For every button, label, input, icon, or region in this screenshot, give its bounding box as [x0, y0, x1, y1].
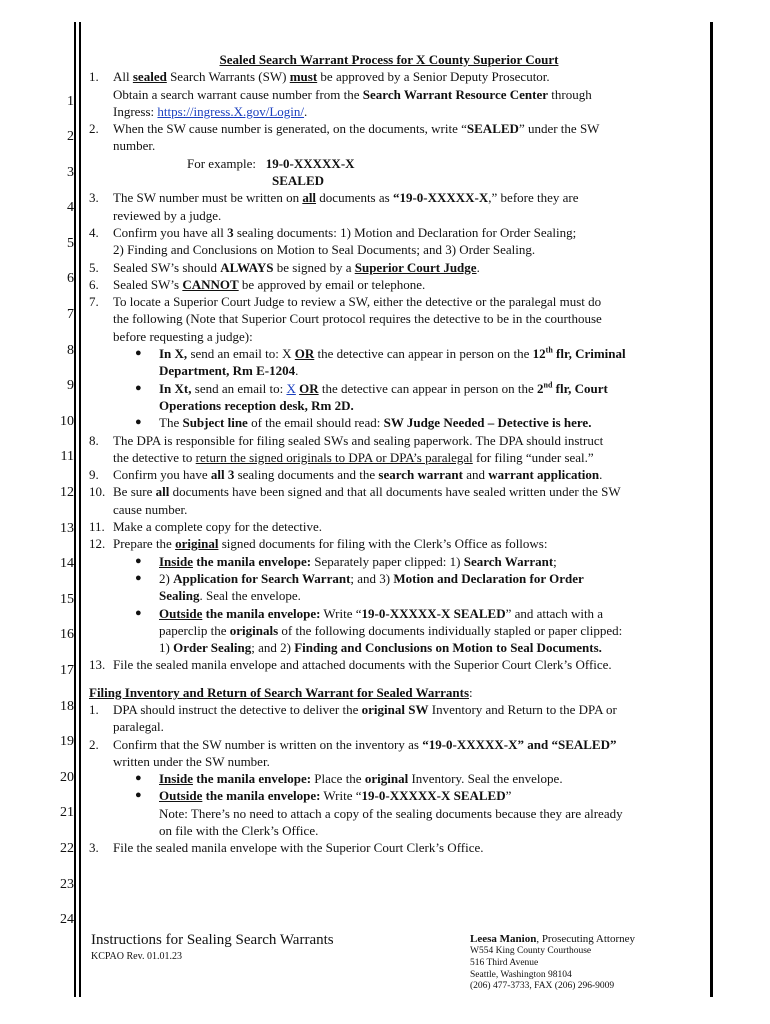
- emphasis: warrant application: [488, 467, 600, 483]
- emphasis: Sealing: [159, 588, 200, 604]
- item-number: 1.: [89, 69, 99, 85]
- example-label: For example:: [187, 155, 256, 171]
- text: Confirm you have: [113, 467, 211, 483]
- superscript: th: [545, 345, 553, 355]
- emphasis: CANNOT: [182, 276, 239, 292]
- emphasis: the manila envelope:: [202, 788, 321, 804]
- bullet-icon: ●: [135, 416, 142, 429]
- emphasis: 2: [537, 380, 544, 396]
- emphasis: Finding and Conclusions on Motion to Seal Documents.: [294, 640, 602, 656]
- emphasis: Order Sealing: [173, 640, 252, 656]
- bullet-item: [89, 787, 689, 839]
- line-number: 1: [67, 94, 74, 109]
- text: ”: [505, 788, 512, 804]
- bullet-item: [89, 770, 689, 787]
- text: :: [469, 684, 473, 700]
- emphasis: “19-0-XXXXX-X: [392, 190, 489, 206]
- line-number: 6: [67, 271, 74, 286]
- list-item: [89, 535, 689, 552]
- text: Place the: [311, 771, 365, 787]
- text: The DPA is responsible for filing sealed SWs and sealing paperwork. The DPA should instruct: [113, 432, 604, 448]
- list-item: [89, 483, 689, 518]
- text: 2): [159, 570, 174, 586]
- footer-address-line: W554 King County Courthouse: [470, 946, 592, 956]
- line-number: 24: [60, 912, 74, 927]
- attorney-name: Leesa Manion: [470, 933, 537, 945]
- section-heading: [89, 684, 689, 701]
- emphasis: 3: [227, 224, 234, 240]
- emphasis: all 3: [210, 467, 235, 483]
- line-number: 15: [60, 592, 74, 607]
- bullet-icon: ●: [135, 789, 142, 802]
- text: be signed by a: [273, 259, 355, 275]
- emphasis: original SW: [361, 701, 429, 717]
- line-number: 12: [60, 485, 74, 500]
- text: Confirm that the SW number is written on the inventory as: [113, 736, 423, 752]
- emphasis: Subject line: [182, 415, 248, 431]
- text: of the email should read:: [247, 415, 384, 431]
- text: the detective can appear in person on the: [318, 380, 537, 396]
- bullet-icon: ●: [135, 347, 142, 360]
- line-number: 9: [67, 378, 74, 393]
- footer-attorney-line: [470, 932, 635, 946]
- line-number: 4: [67, 200, 74, 215]
- example-row: [89, 155, 689, 172]
- text: Write “: [320, 605, 362, 621]
- emphasis: “19-0-XXXXX-X” and “SEALED”: [422, 736, 617, 752]
- text: written under the SW number.: [113, 753, 270, 769]
- text: ” under the SW: [518, 121, 600, 137]
- item-number: 12.: [89, 536, 106, 552]
- emphasis: Motion and Declaration for Order: [393, 570, 584, 586]
- section-heading-text: Filing Inventory and Return of Search Warrant for Sealed Warrants: [89, 684, 470, 700]
- footer-revision: KCPAO Rev. 01.01.23: [91, 951, 182, 962]
- text: When the SW cause number is generated, on the documents, write “: [113, 121, 467, 137]
- left-margin-rule-inner: [79, 22, 81, 997]
- text: send an email to: X: [187, 346, 295, 362]
- emphasis: Department, Rm E-1204: [159, 363, 296, 379]
- footer-title: Instructions for Sealing Search Warrants: [91, 932, 334, 948]
- emphasis: flr, Court: [552, 380, 608, 396]
- text: Inventory. Seal the envelope.: [408, 771, 563, 787]
- emphasis: Outside: [159, 605, 203, 621]
- emphasis: all: [155, 484, 170, 500]
- bullet-icon: ●: [135, 571, 142, 584]
- bullet-item: [89, 605, 689, 657]
- text: DPA should instruct the detective to deliver the: [113, 701, 362, 717]
- list-item: [89, 466, 689, 483]
- bullet-icon: ●: [135, 772, 142, 785]
- line-number: 19: [60, 734, 74, 749]
- item-number: 4.: [89, 224, 99, 240]
- text: for filing “under seal.”: [472, 449, 594, 465]
- emphasis: Search Warrant Resource Center: [362, 86, 548, 102]
- text: ,” before they are: [488, 190, 579, 206]
- text: Inventory and Return to the DPA or: [428, 701, 617, 717]
- text: Make a complete copy for the detective.: [113, 519, 322, 535]
- text: cause number.: [113, 501, 188, 517]
- emphasis: the manila envelope:: [192, 771, 312, 787]
- text: Sealed SW’s: [113, 276, 183, 292]
- example-value: 19-0-XXXXX-X: [265, 155, 355, 171]
- line-number: 20: [60, 770, 74, 785]
- emphasis: Outside: [159, 788, 203, 804]
- text: 1): [159, 640, 174, 656]
- list-item: [89, 293, 689, 345]
- text: The SW number must be written on: [113, 190, 303, 206]
- text: Sealed SW’s should: [113, 259, 221, 275]
- emphasis: Application for Search Warrant: [173, 570, 351, 586]
- line-number: 21: [60, 805, 74, 820]
- item-number: 5.: [89, 259, 99, 275]
- text: sealing documents and the: [234, 467, 379, 483]
- emphasis: flr, Criminal: [552, 346, 626, 362]
- line-number: 16: [60, 627, 74, 642]
- line-number: 8: [67, 343, 74, 358]
- bullet-icon: ●: [135, 606, 142, 619]
- item-number: 2.: [89, 736, 99, 752]
- item-number: 6.: [89, 276, 99, 292]
- attorney-role: , Prosecuting Attorney: [536, 933, 635, 945]
- text: before requesting a judge):: [113, 328, 253, 344]
- list-item: [89, 189, 689, 224]
- list-item: [89, 736, 689, 771]
- emphasis: 12: [532, 346, 546, 362]
- text: sealing documents: 1) Motion and Declaration for Order Sealing;: [233, 224, 577, 240]
- emphasis: In Xt,: [159, 380, 192, 396]
- text: the detective to: [113, 449, 196, 465]
- emphasis: original: [364, 771, 409, 787]
- line-number: 3: [67, 165, 74, 180]
- emphasis: return the signed originals to DPA or DPA’s paralegal: [195, 449, 473, 465]
- item-number: 9.: [89, 467, 99, 483]
- emphasis: In X,: [159, 346, 188, 362]
- emphasis: OR: [299, 380, 319, 396]
- text: number.: [113, 138, 156, 154]
- line-number: 18: [60, 699, 74, 714]
- text: Separately paper clipped: 1): [311, 553, 464, 569]
- emphasis: Inside: [159, 771, 193, 787]
- text: through: [548, 86, 592, 102]
- item-number: 8.: [89, 432, 99, 448]
- emphasis: original: [175, 536, 219, 552]
- text: . Seal the envelope.: [199, 588, 301, 604]
- line-number: 2: [67, 129, 74, 144]
- text: .: [599, 467, 603, 483]
- emphasis: originals: [229, 622, 279, 638]
- text: All: [113, 69, 133, 85]
- text: and: [463, 467, 489, 483]
- text: Search Warrants (SW): [166, 69, 290, 85]
- text: send an email to:: [191, 380, 287, 396]
- text: Note: There’s no need to attach a copy of the sealing documents because they are already: [159, 805, 623, 821]
- emphasis: the manila envelope:: [202, 605, 321, 621]
- item-number: 2.: [89, 121, 99, 137]
- left-margin-rule: [74, 22, 76, 997]
- text: File the sealed manila envelope with the Superior Court Clerk’s Office.: [113, 840, 484, 856]
- text: the detective can appear in person on the: [314, 346, 533, 362]
- text: of the following documents individually stapled or paper clipped:: [278, 622, 623, 638]
- text: paperclip the: [159, 622, 230, 638]
- item-number: 1.: [89, 701, 99, 717]
- list-item: [89, 839, 689, 856]
- list-item: [89, 120, 689, 155]
- text: .: [295, 363, 299, 379]
- text: Be sure: [113, 484, 156, 500]
- bullet-item: [89, 380, 689, 415]
- emphasis: all: [302, 190, 317, 206]
- line-number: 5: [67, 236, 74, 251]
- text: To locate a Superior Court Judge to review a SW, either the detective or the paralegal must do: [113, 294, 602, 310]
- footer-address-line: 516 Third Avenue: [470, 957, 539, 968]
- item-number: 7.: [89, 294, 99, 310]
- bullet-item: [89, 414, 689, 431]
- item-number: 3.: [89, 840, 99, 856]
- text: be approved by a Senior Deputy Prosecutor.: [317, 69, 550, 85]
- emphasis: SEALED: [466, 121, 519, 137]
- footer-right: [470, 932, 635, 993]
- bullet-icon: ●: [135, 554, 142, 567]
- emphasis: Inside: [159, 553, 193, 569]
- item-number: 11.: [89, 519, 105, 535]
- emphasis: 19-0-XXXXX-X SEALED: [361, 788, 506, 804]
- right-margin-rule: [710, 22, 713, 997]
- text: The: [159, 415, 183, 431]
- text: documents have been signed and that all documents have sealed written under the SW: [169, 484, 621, 500]
- list-item: [89, 224, 689, 259]
- emphasis: must: [289, 69, 318, 85]
- item-number: 3.: [89, 190, 99, 206]
- emphasis: the manila envelope:: [192, 553, 312, 569]
- text: ; and 2): [251, 640, 295, 656]
- emphasis: search warrant: [378, 467, 463, 483]
- line-number: 10: [60, 414, 74, 429]
- text: .: [476, 259, 480, 275]
- bullet-item: [89, 345, 689, 380]
- line-number: 23: [60, 877, 74, 892]
- emphasis: OR: [294, 346, 315, 362]
- text: Confirm you have all: [113, 224, 228, 240]
- text: Obtain a search warrant cause number from the: [113, 86, 363, 102]
- emphasis: SW Judge Needed – Detective is here.: [383, 415, 592, 431]
- emphasis: ALWAYS: [220, 259, 274, 275]
- footer-phone: (206) 477-3733, FAX (206) 296-9009: [470, 981, 615, 992]
- text: Ingress:: [113, 103, 158, 119]
- text: documents as: [316, 190, 393, 206]
- footer-address-line: Seattle, Washington 98104: [470, 969, 572, 980]
- text: be approved by email or telephone.: [238, 276, 426, 292]
- list-item: [89, 518, 689, 535]
- example-sealed: SEALED: [272, 173, 325, 189]
- text: ; and 3): [350, 570, 394, 586]
- text: signed documents for filing with the Clerk’s Office as follows:: [218, 536, 548, 552]
- list-item: [89, 68, 689, 120]
- superscript: nd: [543, 380, 553, 390]
- line-number: 14: [60, 556, 74, 571]
- text: 2) Finding and Conclusions on Motion to Seal Documents; and 3) Order Sealing.: [113, 242, 536, 258]
- item-number: 13.: [89, 657, 106, 673]
- line-number: 13: [60, 521, 74, 536]
- text: paralegal.: [113, 719, 164, 735]
- item-number: 10.: [89, 484, 106, 500]
- emphasis: Search Warrant: [463, 553, 554, 569]
- list-item: [89, 432, 689, 467]
- text: Prepare the: [113, 536, 176, 552]
- list-item: [89, 259, 689, 276]
- footer-left: [91, 931, 334, 963]
- emphasis: sealed: [132, 69, 167, 85]
- email-link[interactable]: X: [286, 380, 296, 396]
- text: on file with the Clerk’s Office.: [159, 823, 319, 839]
- text: reviewed by a judge.: [113, 207, 222, 223]
- bullet-icon: ●: [135, 381, 142, 394]
- document-title: Sealed Search Warrant Process for X County Superior Court: [219, 52, 559, 67]
- bullet-item: [89, 553, 689, 570]
- line-number: 22: [60, 841, 74, 856]
- text: Write “: [320, 788, 362, 804]
- text: the following (Note that Superior Court protocol requires the detective to be in the courthouse: [113, 311, 602, 327]
- text: File the sealed manila envelope and attached documents with the Superior Court Clerk’s Office.: [113, 657, 612, 673]
- document-body: [89, 51, 689, 857]
- line-number: 11: [60, 449, 74, 464]
- emphasis: Superior Court Judge: [354, 259, 477, 275]
- list-item: [89, 276, 689, 293]
- line-number: 17: [60, 663, 74, 678]
- text: .: [304, 103, 308, 119]
- ingress-link[interactable]: https://ingress.X.gov/Login/: [157, 103, 305, 119]
- emphasis: 19-0-XXXXX-X SEALED: [361, 605, 506, 621]
- list-item: [89, 701, 689, 736]
- line-number: 7: [67, 307, 74, 322]
- emphasis: Operations reception desk, Rm 2D.: [159, 397, 354, 413]
- text: ” and attach with a: [505, 605, 604, 621]
- list-item: [89, 656, 689, 673]
- bullet-item: [89, 570, 689, 605]
- text: ;: [553, 553, 557, 569]
